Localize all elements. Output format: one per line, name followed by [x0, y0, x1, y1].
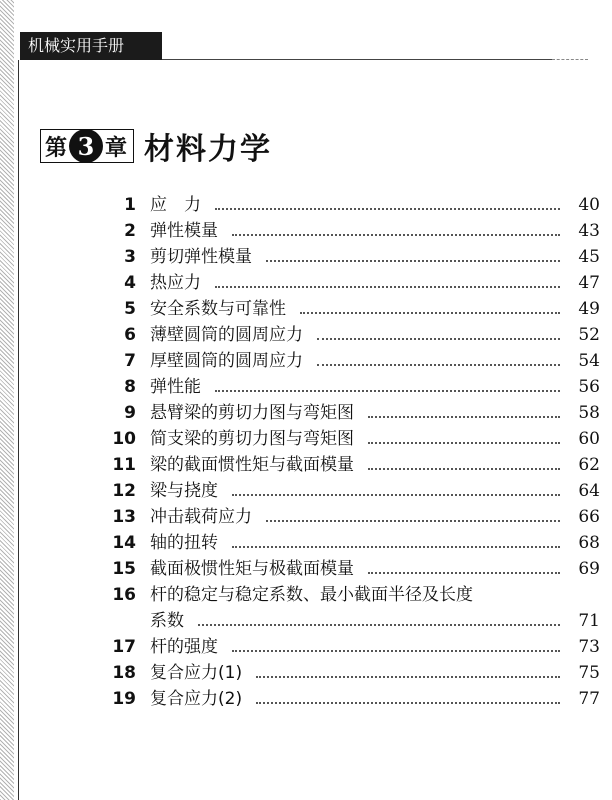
- toc-leader-dots: [232, 494, 560, 496]
- toc-number: 8: [124, 377, 136, 397]
- toc-leader-dots: [215, 286, 560, 288]
- toc-leader-dots: [256, 702, 560, 704]
- toc-leader-dots: [198, 624, 560, 626]
- toc-number: 10: [112, 429, 136, 449]
- toc-entry: [110, 530, 600, 556]
- book-title: 机械实用手册: [28, 36, 125, 55]
- toc-title: 梁与挠度: [150, 481, 218, 501]
- toc-leader-dots: [215, 390, 560, 392]
- toc-leader-dots: [368, 468, 560, 470]
- toc-leader-dots: [317, 364, 560, 366]
- toc-page-number: 45: [578, 247, 600, 267]
- toc-page-number: 69: [578, 559, 600, 579]
- toc-entry: [110, 400, 600, 426]
- toc-leader-dots: [232, 650, 560, 652]
- margin-rule: [18, 60, 19, 800]
- toc-title: 厚壁圆筒的圆周应力: [150, 351, 303, 371]
- toc-title: 复合应力(2): [150, 689, 243, 709]
- toc-number: 19: [112, 689, 136, 709]
- toc-page-number: 77: [578, 689, 600, 709]
- toc-entry: [110, 218, 600, 244]
- toc-title: 轴的扭转: [150, 533, 218, 553]
- toc-number: 16: [112, 585, 136, 605]
- toc-entry: [110, 686, 600, 712]
- toc-page-number: 73: [578, 637, 600, 657]
- toc-leader-dots: [317, 338, 560, 340]
- header-rule: [162, 59, 552, 60]
- toc-page-number: 40: [578, 195, 600, 215]
- toc-number: 9: [124, 403, 136, 423]
- toc-leader-dots: [368, 416, 560, 418]
- toc-page-number: 47: [578, 273, 600, 293]
- chapter-prefix: 第: [45, 134, 68, 161]
- toc-title: 热应力: [150, 273, 201, 293]
- toc-entry: [110, 582, 600, 608]
- toc-entry: [110, 634, 600, 660]
- toc-page-number: 60: [578, 429, 600, 449]
- toc-entry: [110, 244, 600, 270]
- toc-leader-dots: [266, 260, 560, 262]
- toc-number: 3: [124, 247, 136, 267]
- toc-number: 17: [112, 637, 136, 657]
- toc-page-number: 62: [578, 455, 600, 475]
- toc-number: 1: [124, 195, 136, 215]
- toc-number: 5: [124, 299, 136, 319]
- toc-number: 13: [112, 507, 136, 527]
- toc-entry: [110, 478, 600, 504]
- chapter-suffix: 章: [105, 134, 128, 161]
- toc-leader-dots: [215, 208, 560, 210]
- toc-title: 杆的强度: [150, 637, 218, 657]
- toc-number: 2: [124, 221, 136, 241]
- toc-entry: [110, 270, 600, 296]
- chapter-heading: [40, 124, 272, 168]
- toc-page-number: 64: [578, 481, 600, 501]
- toc-page-number: 71: [578, 611, 600, 631]
- toc-title: 系数: [150, 611, 184, 631]
- toc-title: 剪切弹性模量: [150, 247, 252, 267]
- toc-title: 复合应力(1): [150, 663, 243, 683]
- toc-title: 安全系数与可靠性: [150, 299, 286, 319]
- toc-page-number: 43: [578, 221, 600, 241]
- toc-entry: [110, 660, 600, 686]
- chapter-label: [40, 129, 134, 163]
- toc-leader-dots: [368, 572, 560, 574]
- toc-number: 15: [112, 559, 136, 579]
- toc-leader-dots: [256, 676, 560, 678]
- toc-page-number: 66: [578, 507, 600, 527]
- header-rule-dash: [552, 59, 588, 60]
- toc-title: 冲击载荷应力: [150, 507, 252, 527]
- toc-title: 梁的截面惯性矩与截面模量: [150, 455, 354, 475]
- page-edge-texture: [0, 0, 14, 800]
- toc-page-number: 58: [578, 403, 600, 423]
- toc-title: 悬臂梁的剪切力图与弯矩图: [150, 403, 354, 423]
- toc-title: 杆的稳定与稳定系数、最小截面半径及长度: [150, 585, 473, 605]
- toc-page-number: 75: [578, 663, 600, 683]
- toc-number: 18: [112, 663, 136, 683]
- toc-entry: [110, 426, 600, 452]
- chapter-number: 3: [69, 129, 103, 163]
- toc-page-number: 54: [578, 351, 600, 371]
- chapter-title: 材料力学: [144, 132, 273, 167]
- toc-page-number: 49: [578, 299, 600, 319]
- toc-entry: [110, 556, 600, 582]
- toc-title: 弹性模量: [150, 221, 218, 241]
- toc-entry: [110, 504, 600, 530]
- toc-leader-dots: [368, 442, 560, 444]
- toc-entry: [110, 322, 600, 348]
- toc-title: 应 力: [150, 195, 201, 215]
- toc-entry: [110, 348, 600, 374]
- toc-number: 6: [124, 325, 136, 345]
- toc-title: 弹性能: [150, 377, 201, 397]
- toc-entry: [110, 608, 600, 634]
- toc-leader-dots: [232, 546, 560, 548]
- toc-title: 简支梁的剪切力图与弯矩图: [150, 429, 354, 449]
- toc-number: 14: [112, 533, 136, 553]
- toc-title: 薄壁圆筒的圆周应力: [150, 325, 303, 345]
- toc-page-number: 56: [578, 377, 600, 397]
- toc-leader-dots: [232, 234, 560, 236]
- toc-leader-dots: [266, 520, 560, 522]
- book-title-tab: [20, 32, 162, 60]
- toc-entry: [110, 374, 600, 400]
- toc-entry: [110, 452, 600, 478]
- toc-number: 11: [112, 455, 136, 475]
- toc-page-number: 68: [578, 533, 600, 553]
- toc-leader-dots: [300, 312, 560, 314]
- toc-entry: [110, 192, 600, 218]
- toc-page-number: 52: [578, 325, 600, 345]
- toc-number: 12: [112, 481, 136, 501]
- toc-number: 7: [124, 351, 136, 371]
- toc-title: 截面极惯性矩与极截面模量: [150, 559, 354, 579]
- toc-entry: [110, 296, 600, 322]
- toc-number: 4: [124, 273, 136, 293]
